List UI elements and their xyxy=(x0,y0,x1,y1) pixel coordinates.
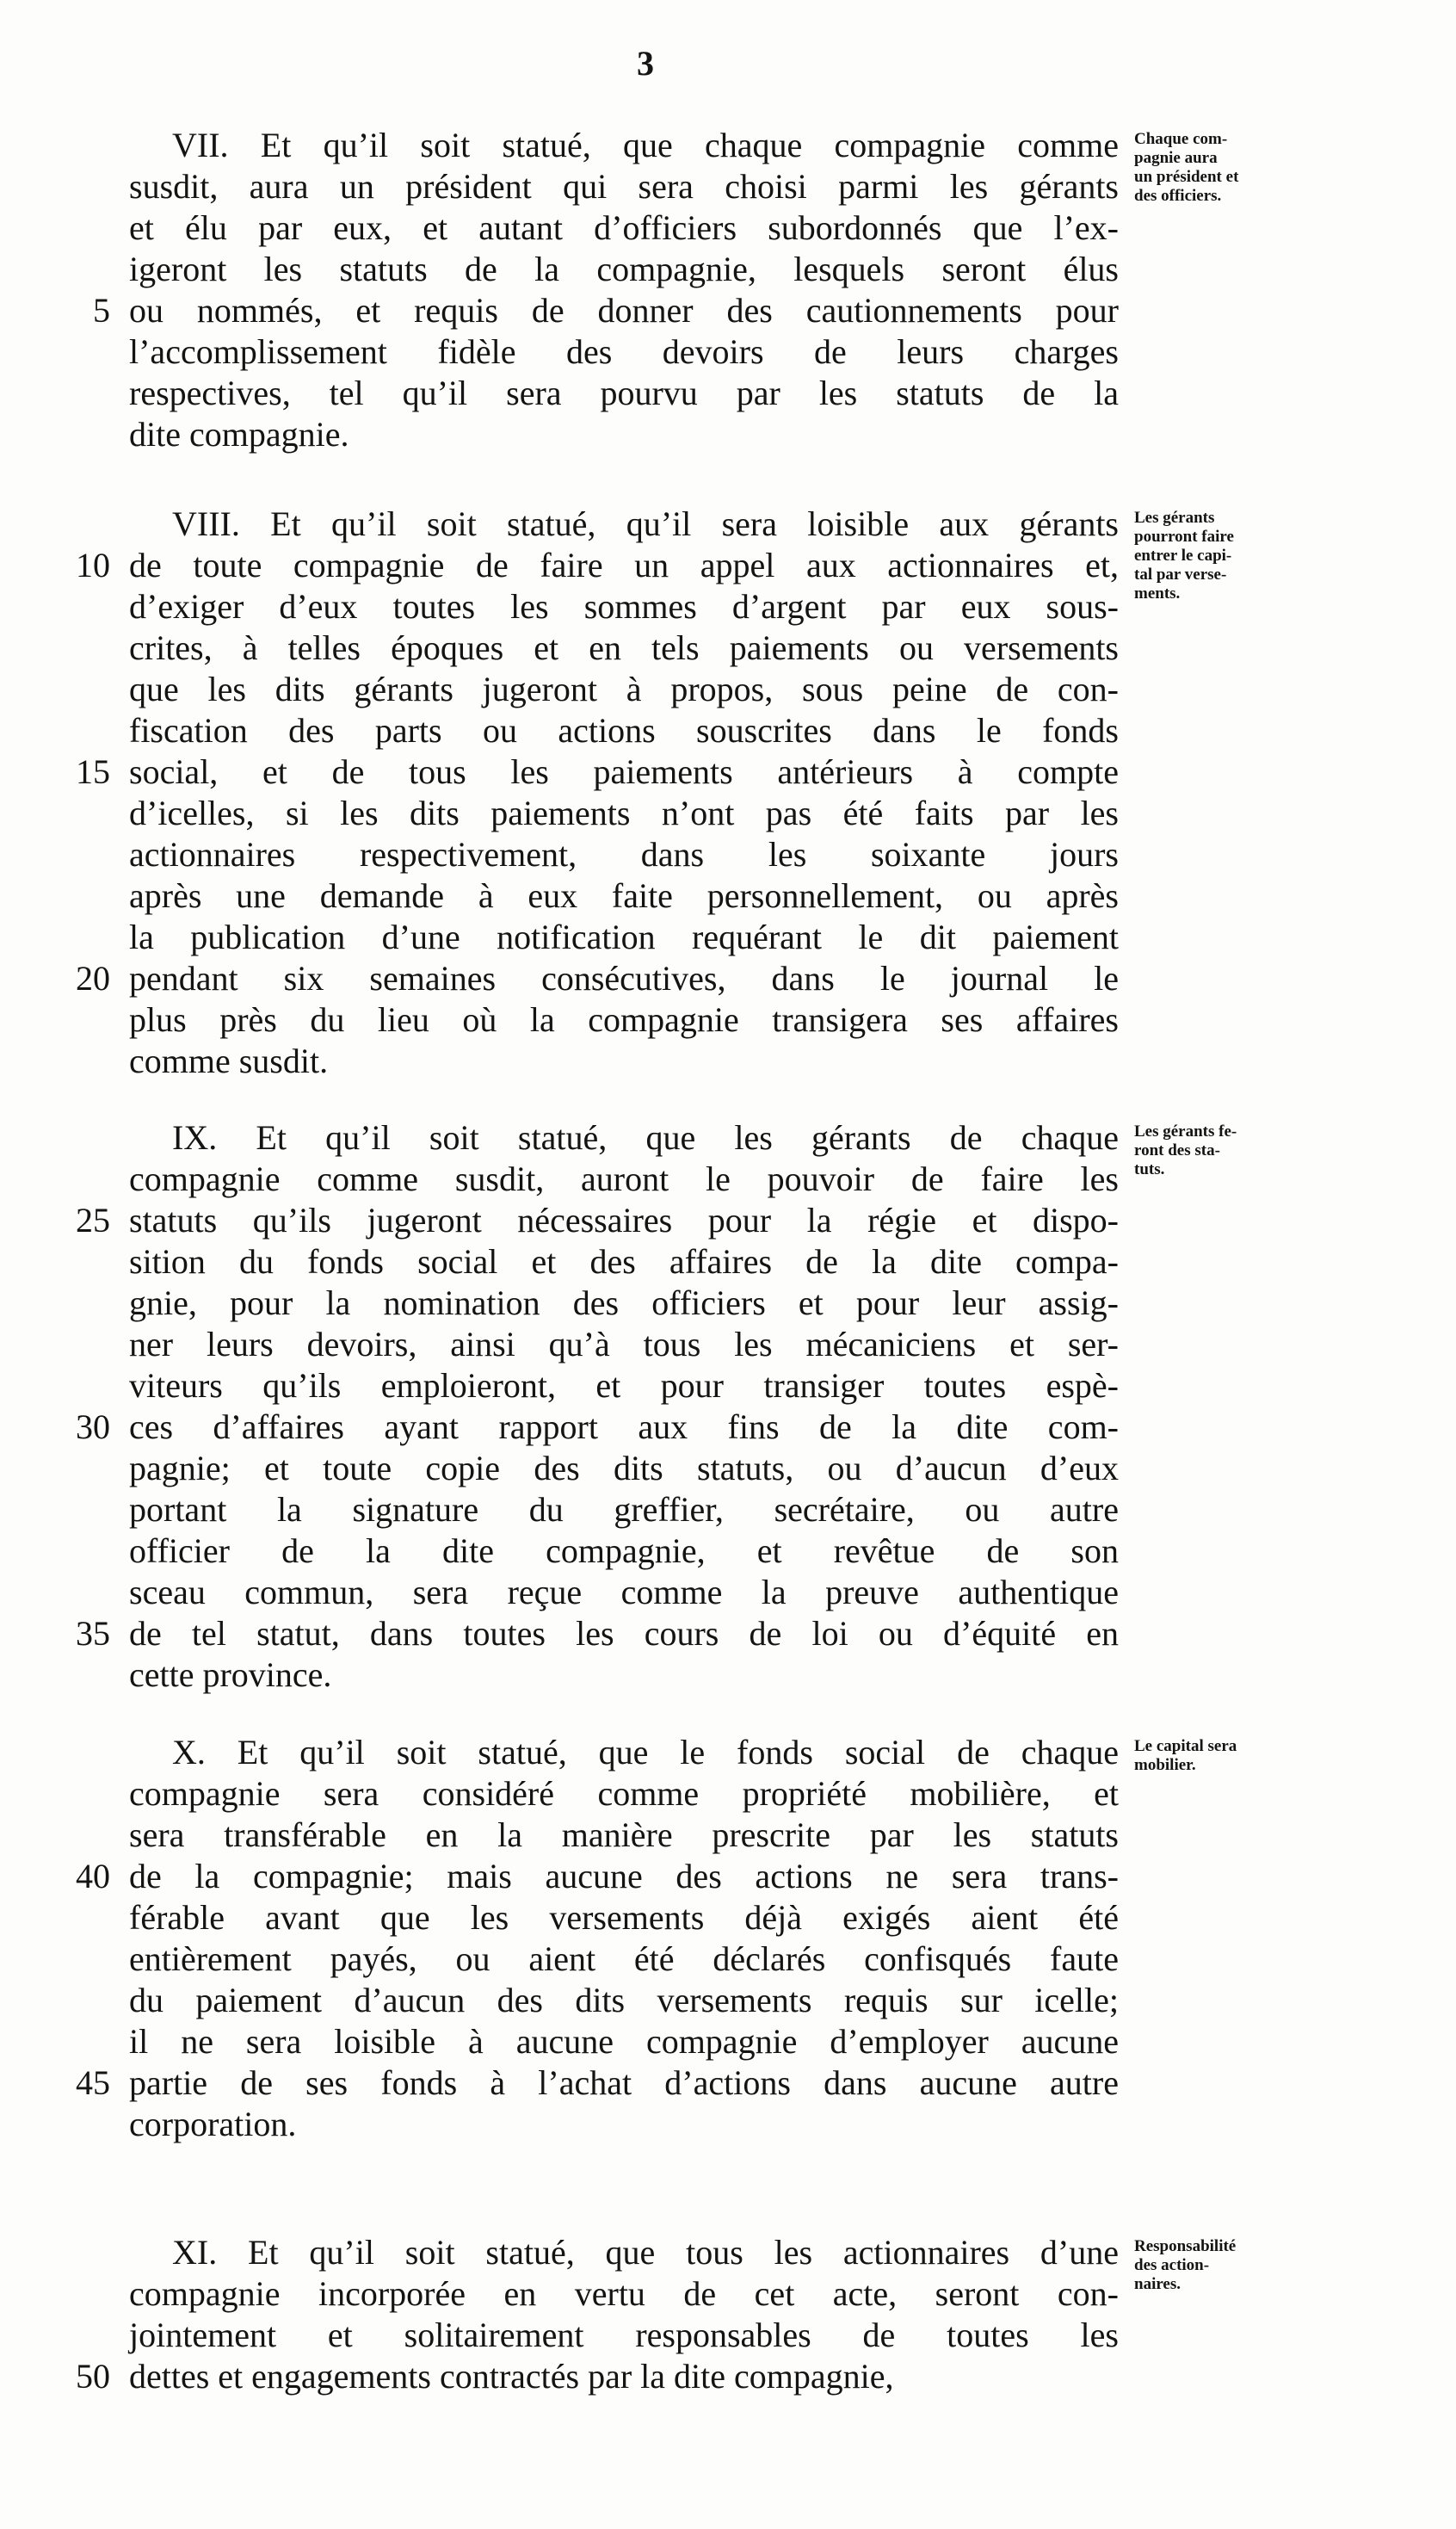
line-text: compagnie comme susdit, auront le pouvoir de faire les xyxy=(129,1159,1119,1198)
line-text: ces d’affaires ayant rapport aux fins de la dite com- xyxy=(129,1407,1119,1446)
line-text: XI. Et qu’il soit statué, que tous les actionnaires d’une xyxy=(172,2233,1119,2272)
text-line xyxy=(0,1654,1456,1696)
line-text: compagnie sera considéré comme propriété mobilière, et xyxy=(129,1774,1119,1813)
line-text: social, et de tous les paiements antérieurs à compte xyxy=(129,752,1119,791)
line-number: 45 xyxy=(76,2063,110,2102)
line-number: 50 xyxy=(76,2357,110,2396)
line-text: de la compagnie; mais aucune des actions ne sera trans- xyxy=(129,1857,1119,1895)
text-line xyxy=(0,917,1456,958)
margin-note-line: mobilier. xyxy=(1134,1756,1196,1774)
margin-note-line: des action- xyxy=(1134,2256,1210,2274)
line-text: partie de ses fonds à l’achat d’actions dans aucune autre xyxy=(129,2063,1119,2102)
line-text: viteurs qu’ils emploieront, et pour transiger toutes espè- xyxy=(129,1366,1119,1405)
text-line xyxy=(0,414,1456,455)
line-number: 10 xyxy=(76,546,110,584)
text-line xyxy=(0,1407,1456,1448)
line-text: X. Et qu’il soit statué, que le fonds social de chaque xyxy=(172,1733,1119,1772)
margin-note xyxy=(1134,509,1315,603)
line-text: VIII. Et qu’il soit statué, qu’il sera loisible aux gérants xyxy=(172,504,1119,543)
page-number: 3 xyxy=(637,44,654,83)
margin-note-line: ront des sta- xyxy=(1134,1141,1220,1159)
line-text: IX. Et qu’il soit statué, que les gérants de chaque xyxy=(172,1118,1119,1157)
margin-note-line: naires. xyxy=(1134,2275,1181,2293)
line-number: 25 xyxy=(76,1201,110,1240)
text-line xyxy=(0,1200,1456,1241)
text-line xyxy=(0,1897,1456,1938)
line-text: susdit, aura un président qui sera choisi parmi les gérants xyxy=(129,167,1119,206)
text-line xyxy=(0,2021,1456,2062)
text-line xyxy=(0,1448,1456,1489)
line-text: respectives, tel qu’il sera pourvu par les statuts de la xyxy=(129,374,1119,412)
text-line xyxy=(0,331,1456,373)
line-text: ner leurs devoirs, ainsi qu’à tous les mécaniciens et ser- xyxy=(129,1325,1119,1363)
margin-note-line: pagnie aura xyxy=(1134,149,1218,167)
line-text: compagnie incorporée en vertu de cet acte, seront con- xyxy=(129,2274,1119,2313)
line-text: ou nommés, et requis de donner des cautionnements pour xyxy=(129,291,1119,330)
line-text: portant la signature du greffier, secrétaire, ou autre xyxy=(129,1490,1119,1529)
margin-note xyxy=(1134,1737,1315,1775)
text-line xyxy=(0,1324,1456,1365)
line-text: plus près du lieu où la compagnie transigera ses affaires xyxy=(129,1000,1119,1039)
line-text: pendant six semaines consécutives, dans le journal le xyxy=(129,959,1119,998)
line-text: fiscation des parts ou actions souscrites dans le fonds xyxy=(129,711,1119,750)
text-line xyxy=(0,999,1456,1041)
line-number: 40 xyxy=(76,1857,110,1895)
line-text: statuts qu’ils jugeront nécessaires pour la régie et dispo- xyxy=(129,1201,1119,1240)
line-text: et élu par eux, et autant d’officiers subordonnés que l’ex- xyxy=(129,208,1119,247)
margin-note xyxy=(1134,1122,1315,1179)
text-line xyxy=(0,751,1456,793)
line-number: 35 xyxy=(76,1614,110,1653)
text-line xyxy=(0,1530,1456,1572)
line-text: d’icelles, si les dits paiements n’ont pas été faits par les xyxy=(129,794,1119,832)
text-line xyxy=(0,1980,1456,2021)
text-line xyxy=(0,628,1456,669)
line-text: crites, à telles époques et en tels paiements ou versements xyxy=(129,628,1119,667)
line-text: il ne sera loisible à aucune compagnie d’employer aucune xyxy=(129,2022,1119,2061)
line-number: 20 xyxy=(76,959,110,998)
line-text: de tel statut, dans toutes les cours de loi ou d’équité en xyxy=(129,1614,1119,1653)
line-text: sera transférable en la manière prescrite par les statuts xyxy=(129,1815,1119,1854)
line-text: entièrement payés, ou aient été déclarés confisqués faute xyxy=(129,1939,1119,1978)
line-text: de toute compagnie de faire un appel aux actionnaires et, xyxy=(129,546,1119,584)
margin-note-line: tal par verse- xyxy=(1134,566,1227,584)
line-text: dite compagnie. xyxy=(129,415,349,454)
margin-note xyxy=(1134,2237,1315,2294)
text-line xyxy=(0,2104,1456,2145)
text-line xyxy=(0,2062,1456,2104)
line-text: d’exiger d’eux toutes les sommes d’argent par eux sous- xyxy=(129,587,1119,626)
line-text: gnie, pour la nomination des officiers et pour leur assig- xyxy=(129,1283,1119,1322)
margin-note-line: entrer le capi- xyxy=(1134,547,1232,565)
line-text: corporation. xyxy=(129,2105,297,2143)
margin-note-line: ments. xyxy=(1134,584,1181,603)
margin-note-line: Chaque com- xyxy=(1134,130,1228,148)
text-line xyxy=(0,2315,1456,2356)
text-line xyxy=(0,834,1456,875)
line-number: 30 xyxy=(76,1407,110,1446)
text-line xyxy=(0,710,1456,751)
line-text: la publication d’une notification requérant le dit paiement xyxy=(129,918,1119,956)
margin-note-line: Responsabilité xyxy=(1134,2237,1237,2255)
text-line xyxy=(0,1041,1456,1082)
margin-note-line: un président et xyxy=(1134,168,1239,186)
text-line xyxy=(0,1856,1456,1897)
text-line xyxy=(0,373,1456,414)
text-line xyxy=(0,958,1456,999)
text-line xyxy=(0,290,1456,331)
text-line xyxy=(0,207,1456,249)
text-line xyxy=(0,793,1456,834)
line-text: cette province. xyxy=(129,1655,332,1694)
line-text: VII. Et qu’il soit statué, que chaque compagnie comme xyxy=(172,126,1119,164)
text-line xyxy=(0,1938,1456,1980)
line-number: 15 xyxy=(76,752,110,791)
line-text: comme susdit. xyxy=(129,1042,329,1080)
text-line xyxy=(0,2356,1456,2397)
line-text: jointement et solitairement responsables de toutes les xyxy=(129,2316,1119,2354)
margin-note-line: des officiers. xyxy=(1134,187,1222,205)
margin-note xyxy=(1134,130,1315,206)
line-text: du paiement d’aucun des dits versements requis sur icelle; xyxy=(129,1981,1119,2019)
margin-note-line: Le capital sera xyxy=(1134,1737,1237,1755)
line-text: dettes et engagements contractés par la dite compagnie, xyxy=(129,2357,894,2396)
text-line xyxy=(0,1365,1456,1407)
line-number: 5 xyxy=(93,291,110,330)
line-text: après une demande à eux faite personnellement, ou après xyxy=(129,876,1119,915)
line-text: pagnie; et toute copie des dits statuts, ou d’aucun d’eux xyxy=(129,1449,1119,1487)
margin-note-line: Les gérants fe- xyxy=(1134,1122,1237,1141)
margin-note-line: tuts. xyxy=(1134,1160,1165,1178)
text-line xyxy=(0,1489,1456,1530)
line-text: igeront les statuts de la compagnie, lesquels seront élus xyxy=(129,250,1119,288)
text-line xyxy=(0,1815,1456,1856)
text-line xyxy=(0,1283,1456,1324)
line-text: l’accomplissement fidèle des devoirs de leurs charges xyxy=(129,332,1119,371)
line-text: férable avant que les versements déjà exigés aient été xyxy=(129,1898,1119,1937)
text-line xyxy=(0,1572,1456,1613)
line-text: officier de la dite compagnie, et revêtue de son xyxy=(129,1531,1119,1570)
line-text: sceau commun, sera reçue comme la preuve authentique xyxy=(129,1573,1119,1611)
text-line xyxy=(0,1773,1456,1815)
text-line xyxy=(0,669,1456,710)
text-line xyxy=(0,875,1456,917)
line-text: sition du fonds social et des affaires de la dite compa- xyxy=(129,1242,1119,1281)
text-line xyxy=(0,1241,1456,1283)
margin-note-line: pourront faire xyxy=(1134,528,1234,546)
text-line xyxy=(0,249,1456,290)
text-line xyxy=(0,1613,1456,1654)
line-text: que les dits gérants jugeront à propos, sous peine de con- xyxy=(129,670,1119,708)
line-text: actionnaires respectivement, dans les soixante jours xyxy=(129,835,1119,874)
margin-note-line: Les gérants xyxy=(1134,509,1215,527)
